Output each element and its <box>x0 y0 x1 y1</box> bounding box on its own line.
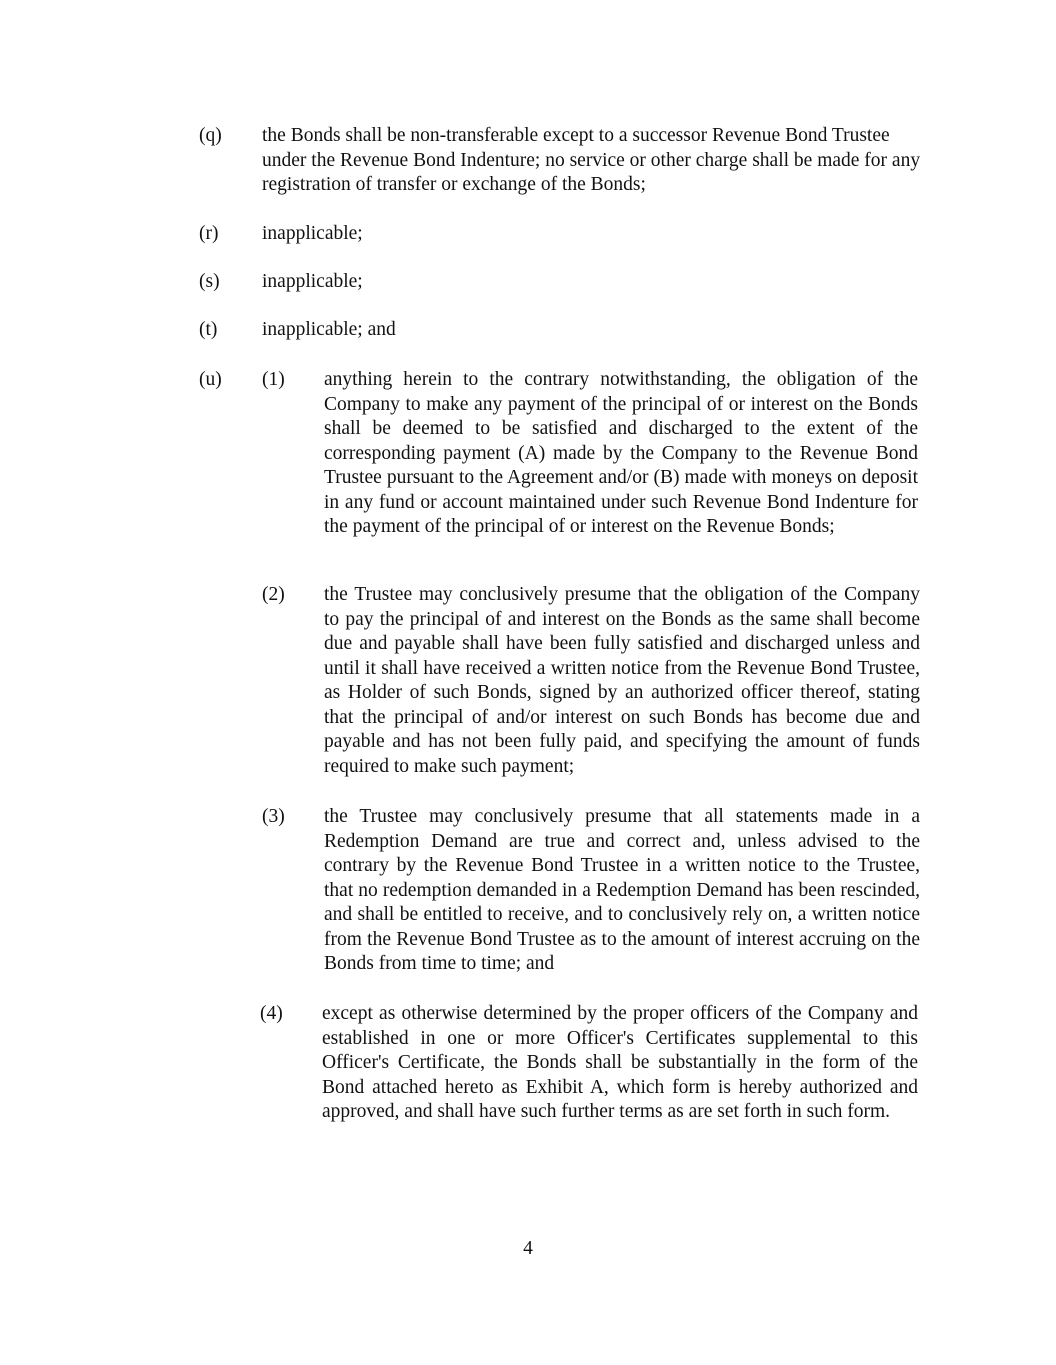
clause-q-marker: (q) <box>199 125 222 146</box>
clause-r-marker: (r) <box>199 223 219 244</box>
clause-s-text: inapplicable; <box>262 271 363 292</box>
clause-r-text: inapplicable; <box>262 223 363 244</box>
clause-t-marker: (t) <box>199 319 218 340</box>
subclause-4-text: except as otherwise determined by the proper officers of the Company and established in one or more Officer's Certificates supplemental to this Officer's Certificate, the Bonds shall be substantially in the form of the Bond attached hereto as Exhibit A, which form is hereby authorized and approved, and shall have such further terms as are set forth in such form. <box>322 1003 918 1122</box>
subclause-2-marker: (2) <box>262 584 285 605</box>
subclause-3-text: the Trustee may conclusively presume that all statements made in a Redemption Demand are true and correct and, unless advised to the contrary by the Revenue Bond Trustee in a written notice to the Trustee, that no redemption demanded in a Redemption Demand has been rescinded, and shall be entitled to receive, and to conclusively rely on, a written notice from the Revenue Bond Trustee as to the amount of interest accruing on the Bonds from time to time; and <box>324 806 920 974</box>
clause-s-marker: (s) <box>199 271 220 292</box>
subclause-3-marker: (3) <box>262 806 285 827</box>
subclause-2-text: the Trustee may conclusively presume that the obligation of the Company to pay the principal of and interest on the Bonds as the same shall become due and payable shall have been fully satisfied and discharged unless and until it shall have received a written notice from the Revenue Bond Trustee, as Holder of such Bonds, signed by an authorized officer thereof, stating that the principal of and/or interest on such Bonds has become due and payable and has not been fully paid, and specifying the amount of funds required to make such payment; <box>324 584 920 777</box>
clause-u-marker: (u) <box>199 369 222 390</box>
clause-q-text: the Bonds shall be non-transferable except to a successor Revenue Bond Trustee under the Revenue Bond Indenture; no service or other charge shall be made for any registration of transfer or exchange of the Bonds; <box>262 125 921 195</box>
subclause-1-marker: (1) <box>262 369 285 390</box>
page-number: 4 <box>523 1238 533 1259</box>
subclause-4-marker: (4) <box>260 1003 283 1024</box>
subclause-1-text: anything herein to the contrary notwithstanding, the obligation of the Company to make any payment of the principal of or interest on the Bonds shall be deemed to be satisfied and discharged to the extent of the corresponding payment (A) made by the Company to the Revenue Bond Trustee pursuant to the Agreement and/or (B) made with moneys on deposit in any fund or account maintained under such Revenue Bond Indenture for the payment of the principal of or interest on the Revenue Bonds; <box>324 369 918 537</box>
clause-t-text: inapplicable; and <box>262 319 396 340</box>
